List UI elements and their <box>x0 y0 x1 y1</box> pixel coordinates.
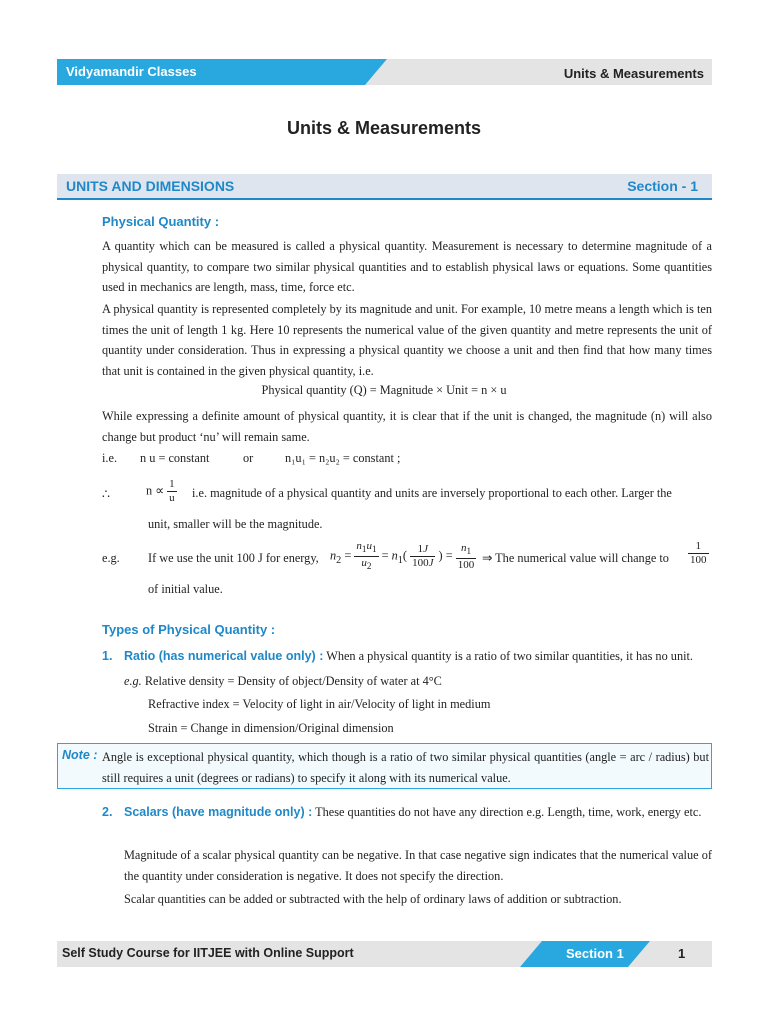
paragraph-representation: A physical quantity is represented completely by its magnitude and unit. For example, 10 metre means a length which is ten times the unit of length 1 kg. Here 10 represents the numerical value of the given quantity and metre represents the unit of quantity under consideration. Thus in expressing a physical quantity we choose a unit and then find that how many times that unit is contained in the given physical quantity, i.e. <box>102 302 712 378</box>
physical-quantity-heading: Physical Quantity : <box>102 214 220 229</box>
note-label: Note : <box>62 748 98 762</box>
eg-text: If we use the unit 100 J for energy, <box>148 551 319 565</box>
energy-conversion-expression: $n_2$ = $\frac{n_1u_1}{u_2}$ = $n_1$( $\frac{1J}{100J}$ ) = $\frac{n_1}{100}$ <box>330 540 475 572</box>
ie-equation-1: n u = constant <box>140 451 210 465</box>
formula-quantity: Physical quantity (Q) = Magnitude × Unit = n × u <box>261 383 507 397</box>
ie-or: or <box>243 451 254 465</box>
therefore-symbol: ∴ <box>102 487 110 501</box>
item-1-number: 1. <box>102 649 113 663</box>
eg-result: ⇒ The numerical value will change to <box>482 551 669 565</box>
item-1-text: When a physical quantity is a ratio of two similar quantities, it has no unit. <box>326 649 694 663</box>
scalar-negative-paragraph: Magnitude of a scalar physical quantity can be negative. In that case negative sign indicates that the numerical value of the quantity under consideration is negative. It does not specify the direction. <box>124 848 712 883</box>
header-chapter: Units & Measurements <box>563 66 704 81</box>
types-heading: Types of Physical Quantity : <box>102 622 276 637</box>
section-number: Section - 1 <box>627 178 698 194</box>
item-2-number: 2. <box>102 805 113 819</box>
therefore-continuation: unit, smaller will be the magnitude. <box>148 517 323 531</box>
page-title: Units & Measurements <box>286 118 482 138</box>
eg-continuation: of initial value. <box>148 582 223 596</box>
inverse-proportion-expression: n ∝ $\frac{1}{u}$ <box>146 478 175 504</box>
therefore-text: i.e. magnitude of a physical quantity and units are inversely proportional to each other. Larger the <box>192 486 672 500</box>
section-title: UNITS AND DIMENSIONS <box>66 178 235 194</box>
paragraph-unit-change: While expressing a definite amount of physical quantity, it is clear that if the unit is changed, the magnitude (n) will also change but product ‘nu’ will remain same. <box>102 409 712 444</box>
eg-label: e.g. <box>102 551 120 565</box>
result-fraction: $\frac{1}{100}$ <box>690 540 707 566</box>
item-2-title: Scalars (have magnitude only) : <box>124 805 313 819</box>
header-brand: Vidyamandir Classes <box>66 64 197 79</box>
item-2-text: These quantities do not have any direction e.g. Length, time, work, energy etc. <box>315 805 702 819</box>
scalar-addition-paragraph: Scalar quantities can be added or subtracted with the help of ordinary laws of addition or subtraction. <box>124 892 622 906</box>
example-relative-density: e.g. Relative density = Density of object/Density of water at 4°C <box>124 674 442 688</box>
paragraph-definition: A quantity which can be measured is called a physical quantity. Measurement is necessary to determine magnitude of a physical quantity, to compare two similar physical quantities and to establish physical laws or equations. Some quantities used in mechanics are length, mass, time, force etc. <box>102 239 712 295</box>
note-text: Angle is exceptional physical quantity, which though is a ratio of two similar physical quantities (angle = arc / radius) but still requires a unit (degrees or radians) to specify it along with its numerical value. <box>102 750 709 785</box>
example-strain: Strain = Change in dimension/Original dimension <box>148 721 394 735</box>
footer-course: Self Study Course for IITJEE with Online Support <box>62 946 354 960</box>
item-1-line <box>124 649 693 664</box>
item-2-paragraph <box>124 802 712 823</box>
ie-label: i.e. <box>102 451 118 465</box>
item-1-title: Ratio (has numerical value only) : <box>124 649 324 663</box>
footer-page-number: 1 <box>678 946 686 961</box>
ie-equation-2: n₁u₁ = n₂u₂ = constant ; <box>285 451 401 465</box>
example-refractive-index: Refractive index = Velocity of light in air/Velocity of light in medium <box>148 697 491 711</box>
footer-section: Section 1 <box>566 946 624 961</box>
